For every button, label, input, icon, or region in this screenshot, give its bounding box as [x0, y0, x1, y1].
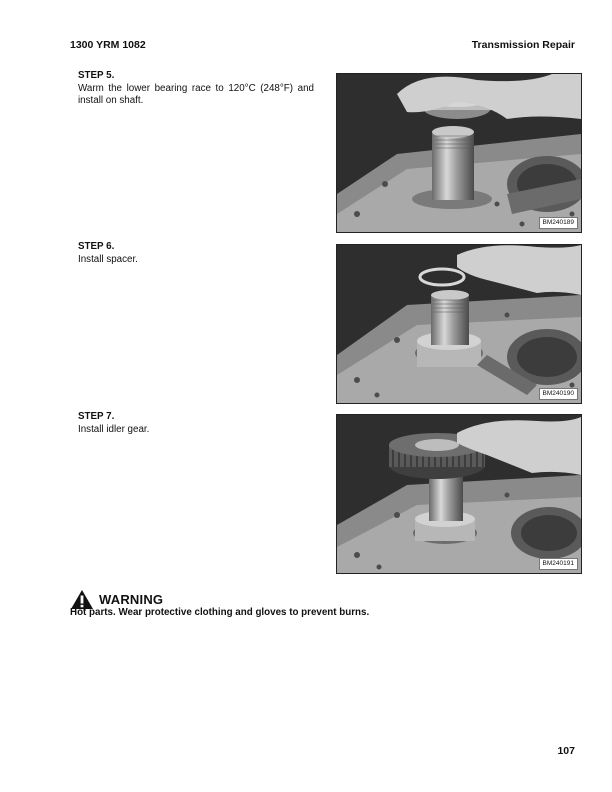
idler-gear-photo — [337, 415, 581, 573]
step-5-photo — [336, 73, 582, 233]
header-document-id: 1300 YRM 1082 — [70, 39, 146, 51]
step-text: Warm the lower bearing race to 120°C (248°F) and install on shaft. — [78, 82, 314, 106]
figure-label: BM240190 — [539, 388, 578, 400]
step-5 — [78, 70, 314, 108]
step-7-photo — [336, 414, 582, 574]
page-number: 107 — [557, 745, 575, 757]
step-7 — [78, 411, 314, 436]
figure-label: BM240191 — [539, 558, 578, 570]
step-6 — [78, 241, 314, 266]
header-section-title: Transmission Repair — [471, 39, 575, 51]
step-text: Install spacer. — [78, 253, 138, 265]
spacer-install-photo — [337, 245, 581, 403]
step-title: STEP 6. — [78, 241, 115, 252]
bearing-race-photo — [337, 74, 581, 232]
figure-label: BM240189 — [539, 217, 578, 229]
step-title: STEP 7. — [78, 411, 115, 422]
step-title: STEP 5. — [78, 70, 115, 81]
warning-title: WARNING — [99, 592, 164, 607]
warning-text: Hot parts. Wear protective clothing and gloves to prevent burns. — [70, 607, 370, 618]
step-text: Install idler gear. — [78, 423, 150, 435]
step-6-photo — [336, 244, 582, 404]
